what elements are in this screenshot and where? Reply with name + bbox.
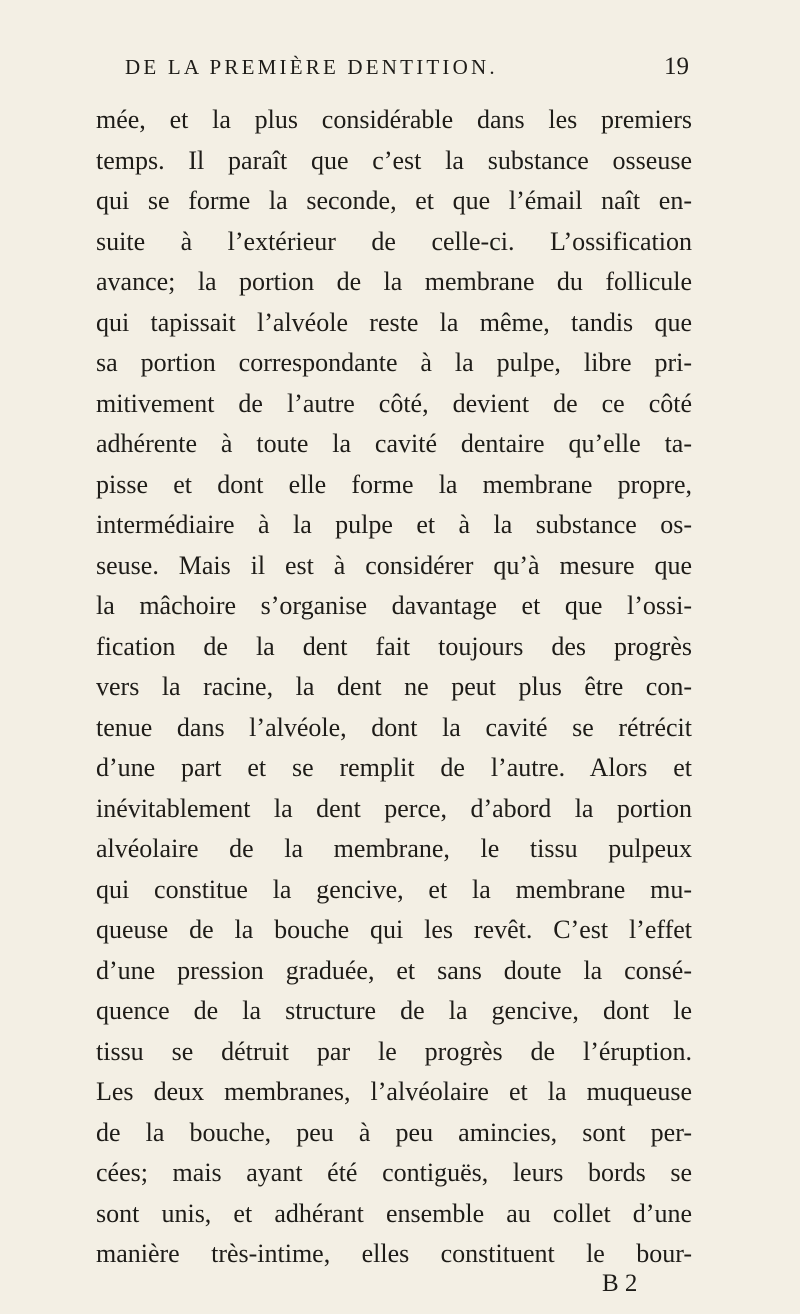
text-line: d’une pression graduée, et sans doute la consé- [96, 955, 692, 985]
running-head [125, 53, 689, 91]
text-line: adhérente à toute la cavité dentaire qu’elle ta- [96, 429, 692, 458]
text-line: sont unis, et adhérant ensemble au collet d’une [96, 1198, 692, 1228]
text-line: la mâchoire s’organise davantage et que l’ossi- [96, 591, 692, 620]
text-line: mée, et la plus considérable dans les premiers [96, 105, 692, 134]
page-number: 19 [664, 53, 689, 80]
text-line: queuse de la bouche qui les revêt. C’est l’effet [96, 915, 692, 944]
text-line: alvéolaire de la membrane, le tissu pulpeux [96, 834, 692, 863]
text-line: vers la racine, la dent ne peut plus être con- [96, 672, 692, 701]
text-line: seuse. Mais il est à considérer qu’à mesure que [96, 550, 692, 580]
text-line: sa portion correspondante à la pulpe, libre pri- [96, 348, 692, 377]
text-line: pisse et dont elle forme la membrane propre, [96, 469, 692, 499]
running-title: DE LA PREMIÈRE DENTITION. [125, 55, 498, 79]
text-line: qui se forme la seconde, et que l’émail naît en- [96, 186, 692, 215]
text-line: quence de la structure de la gencive, dont le [96, 996, 692, 1025]
signature-mark: B 2 [602, 1270, 638, 1297]
text-line: suite à l’extérieur de celle-ci. L’ossification [96, 226, 692, 256]
text-line: qui constitue la gencive, et la membrane mu- [96, 874, 692, 904]
text-line: Les deux membranes, l’alvéolaire et la muqueuse [96, 1077, 692, 1106]
text-line: inévitablement la dent perce, d’abord la portion [96, 793, 692, 823]
text-line: d’une part et se remplit de l’autre. Alors et [96, 753, 692, 782]
text-line: avance; la portion de la membrane du follicule [96, 267, 692, 296]
text-line: fication de la dent fait toujours des progrès [96, 631, 692, 661]
text-line: intermédiaire à la pulpe et à la substance os- [96, 510, 692, 539]
text-line: manière très-intime, elles constituent le bour- [96, 1239, 692, 1268]
body-text [96, 100, 692, 1275]
text-line: de la bouche, peu à peu amincies, sont per- [96, 1117, 692, 1147]
text-line: cées; mais ayant été contiguës, leurs bords se [96, 1158, 692, 1187]
text-line: tenue dans l’alvéole, dont la cavité se rétrécit [96, 712, 692, 742]
text-line: temps. Il paraît que c’est la substance osseuse [96, 145, 692, 175]
text-line: qui tapissait l’alvéole reste la même, tandis que [96, 307, 692, 337]
text-line: mitivement de l’autre côté, devient de ce côté [96, 388, 692, 418]
text-line: tissu se détruit par le progrès de l’éruption. [96, 1036, 692, 1066]
